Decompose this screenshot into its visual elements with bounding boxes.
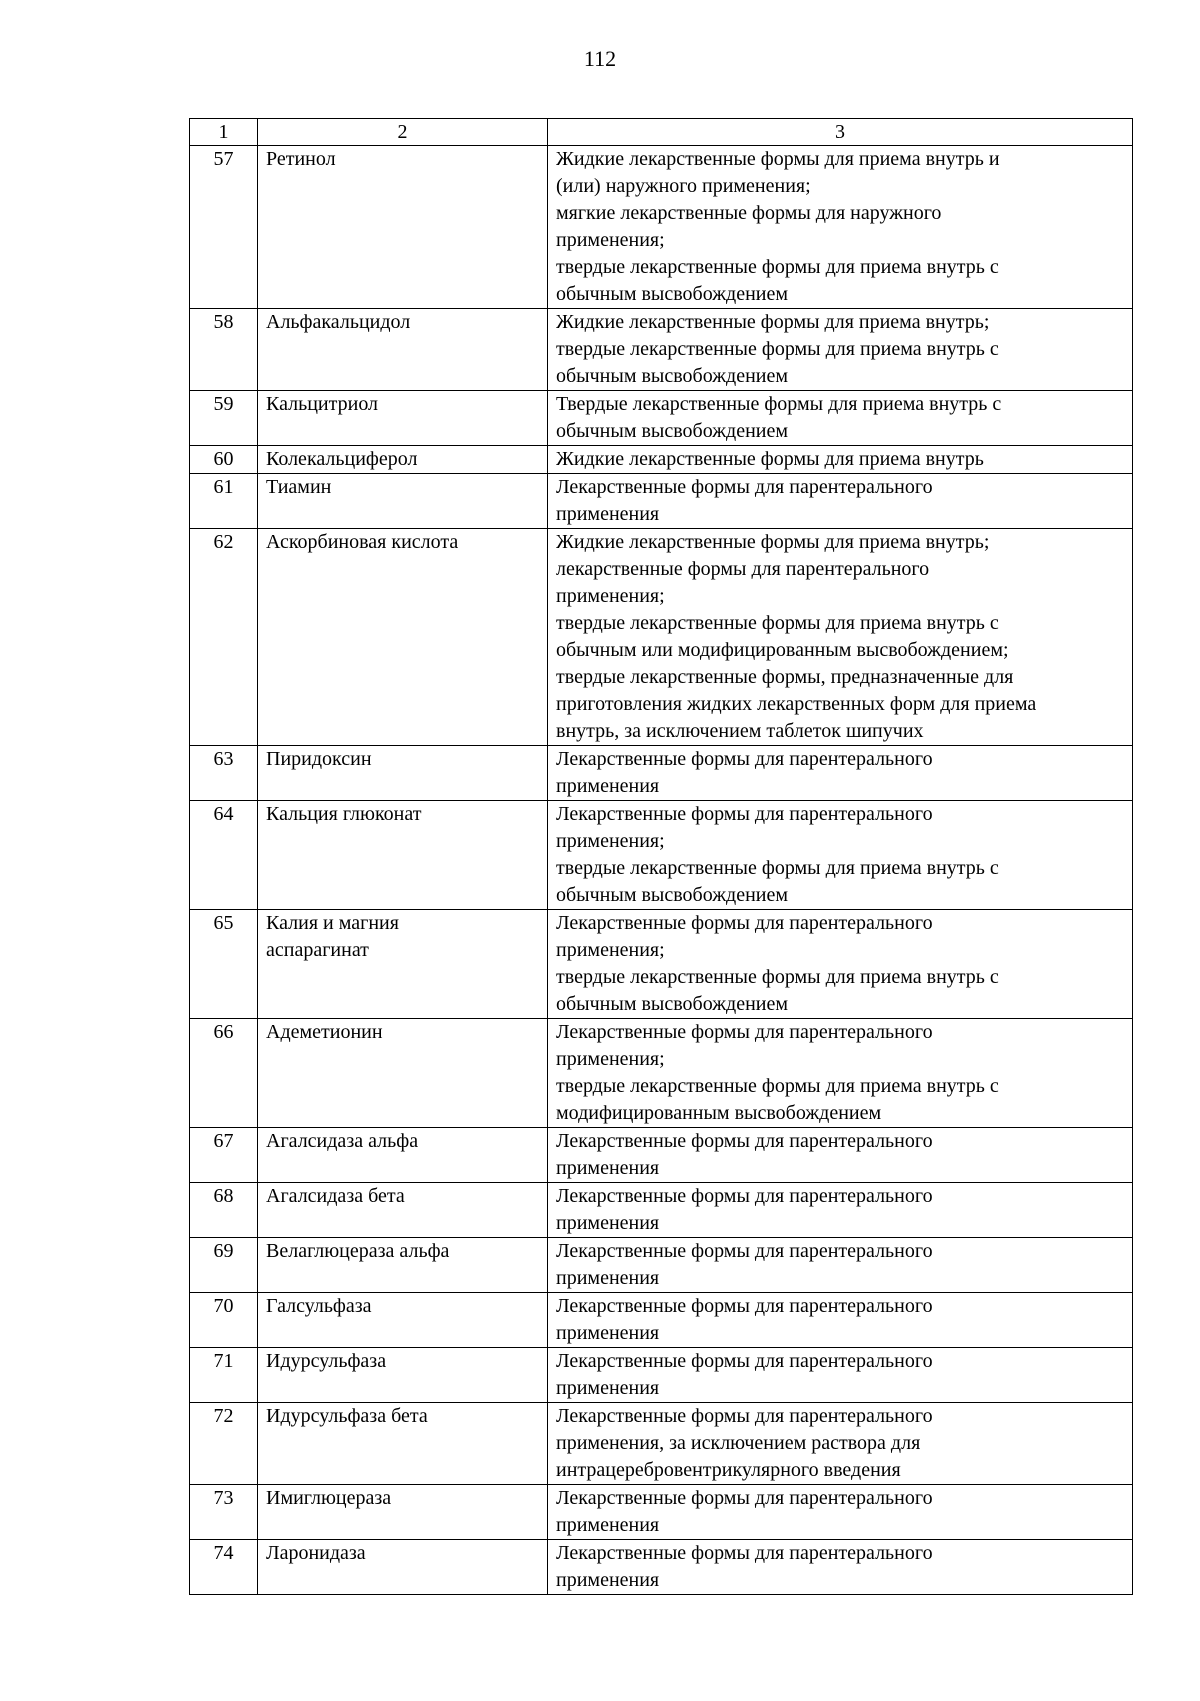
row-number-cell: 62 bbox=[190, 529, 258, 746]
dosage-forms-cell bbox=[548, 746, 1133, 801]
dosage-form-line: применения; bbox=[556, 939, 665, 961]
dosage-forms-cell bbox=[548, 1293, 1133, 1348]
dosage-form-line: Жидкие лекарственные формы для приема внутрь и bbox=[556, 148, 1000, 170]
dosage-form-line: твердые лекарственные формы для приема внутрь с bbox=[556, 338, 999, 360]
row-number-cell: 64 bbox=[190, 801, 258, 910]
dosage-form-line: Жидкие лекарственные формы для приема внутрь bbox=[556, 448, 984, 470]
table-body bbox=[190, 146, 1133, 1595]
dosage-form-line: Лекарственные формы для парентерального bbox=[556, 1542, 933, 1564]
dosage-forms-cell bbox=[548, 146, 1133, 309]
dosage-form-line: применения; bbox=[556, 1048, 665, 1070]
table-row bbox=[190, 391, 1133, 446]
drug-name-line: Ретинол bbox=[266, 148, 336, 170]
dosage-form-line: обычным высвобождением bbox=[556, 884, 789, 906]
table-row bbox=[190, 1128, 1133, 1183]
dosage-form-line: обычным высвобождением bbox=[556, 283, 789, 305]
row-number-cell: 74 bbox=[190, 1540, 258, 1595]
drug-name-cell bbox=[258, 1540, 548, 1595]
dosage-forms-cell bbox=[548, 1183, 1133, 1238]
dosage-form-line: применения bbox=[556, 1514, 660, 1536]
dosage-form-line: твердые лекарственные формы для приема внутрь с bbox=[556, 612, 999, 634]
drug-name-line: Калия и магния bbox=[266, 912, 399, 934]
row-number-cell: 66 bbox=[190, 1019, 258, 1128]
drug-name-cell bbox=[258, 910, 548, 1019]
dosage-forms-cell bbox=[548, 391, 1133, 446]
page-number: 112 bbox=[583, 46, 617, 71]
row-number-cell: 72 bbox=[190, 1403, 258, 1485]
dosage-form-line: применения; bbox=[556, 229, 665, 251]
dosage-form-line: применения bbox=[556, 1267, 660, 1289]
dosage-form-line: твердые лекарственные формы для приема внутрь с bbox=[556, 256, 999, 278]
dosage-form-line: модифицированным высвобождением bbox=[556, 1102, 882, 1124]
table-row bbox=[190, 1403, 1133, 1485]
dosage-forms-cell bbox=[548, 1128, 1133, 1183]
dosage-forms-cell bbox=[548, 1238, 1133, 1293]
table-row bbox=[190, 146, 1133, 309]
drug-name-line: Агалсидаза альфа bbox=[266, 1130, 419, 1152]
drug-name-line: Идурсульфаза бета bbox=[266, 1405, 428, 1427]
drug-name-line: Имиглюцераза bbox=[266, 1487, 392, 1509]
drug-name-line: Аскорбиновая кислота bbox=[266, 531, 459, 553]
row-number-cell: 70 bbox=[190, 1293, 258, 1348]
row-number-cell: 61 bbox=[190, 474, 258, 529]
drug-name-cell bbox=[258, 1019, 548, 1128]
table-row bbox=[190, 1540, 1133, 1595]
dosage-form-line: Жидкие лекарственные формы для приема внутрь; bbox=[556, 531, 990, 553]
dosage-form-line: Твердые лекарственные формы для приема внутрь с bbox=[556, 393, 1002, 415]
table-row bbox=[190, 1183, 1133, 1238]
dosage-form-line: твердые лекарственные формы для приема внутрь с bbox=[556, 1075, 999, 1097]
row-number-cell: 59 bbox=[190, 391, 258, 446]
table-row bbox=[190, 1019, 1133, 1128]
dosage-form-line: применения bbox=[556, 775, 660, 797]
dosage-forms-cell bbox=[548, 1485, 1133, 1540]
row-number-cell: 63 bbox=[190, 746, 258, 801]
row-number-cell: 67 bbox=[190, 1128, 258, 1183]
row-number-cell: 60 bbox=[190, 446, 258, 474]
table-row bbox=[190, 1485, 1133, 1540]
dosage-form-line: Жидкие лекарственные формы для приема внутрь; bbox=[556, 311, 990, 333]
dosage-forms-cell bbox=[548, 529, 1133, 746]
drug-name-cell bbox=[258, 446, 548, 474]
dosage-form-line: обычным высвобождением bbox=[556, 365, 789, 387]
drug-name-cell bbox=[258, 146, 548, 309]
dosage-form-line: внутрь, за исключением таблеток шипучих bbox=[556, 720, 924, 742]
drug-name-line: аспарагинат bbox=[266, 939, 369, 961]
table-row bbox=[190, 801, 1133, 910]
drug-name-cell bbox=[258, 746, 548, 801]
dosage-forms-cell bbox=[548, 1403, 1133, 1485]
dosage-form-line: применения bbox=[556, 1157, 660, 1179]
drug-name-cell bbox=[258, 474, 548, 529]
dosage-form-line: применения bbox=[556, 1322, 660, 1344]
drug-name-cell bbox=[258, 1485, 548, 1540]
dosage-form-line: обычным или модифицированным высвобождением; bbox=[556, 639, 1009, 661]
dosage-forms-cell bbox=[548, 1019, 1133, 1128]
drug-name-line: Кальцитриол bbox=[266, 393, 379, 415]
dosage-form-line: Лекарственные формы для парентерального bbox=[556, 1295, 933, 1317]
dosage-form-line: Лекарственные формы для парентерального bbox=[556, 1021, 933, 1043]
dosage-form-line: применения, за исключением раствора для bbox=[556, 1432, 921, 1454]
dosage-forms-cell bbox=[548, 446, 1133, 474]
table-row bbox=[190, 746, 1133, 801]
drug-name-cell bbox=[258, 801, 548, 910]
dosage-form-line: лекарственные формы для парентерального bbox=[556, 558, 930, 580]
row-number-cell: 69 bbox=[190, 1238, 258, 1293]
row-number-cell: 71 bbox=[190, 1348, 258, 1403]
drug-name-cell bbox=[258, 1403, 548, 1485]
dosage-form-line: применения; bbox=[556, 830, 665, 852]
table-row bbox=[190, 309, 1133, 391]
drug-name-line: Колекальциферол bbox=[266, 448, 418, 470]
drug-name-cell bbox=[258, 1293, 548, 1348]
dosage-form-line: Лекарственные формы для парентерального bbox=[556, 476, 933, 498]
drug-name-line: Тиамин bbox=[266, 476, 332, 498]
dosage-form-line: Лекарственные формы для парентерального bbox=[556, 748, 933, 770]
dosage-form-line: применения bbox=[556, 1377, 660, 1399]
table-row bbox=[190, 446, 1133, 474]
row-number-cell: 57 bbox=[190, 146, 258, 309]
drug-name-line: Агалсидаза бета bbox=[266, 1185, 405, 1207]
drug-name-cell bbox=[258, 529, 548, 746]
dosage-form-line: приготовления жидких лекарственных форм для приема bbox=[556, 693, 1037, 715]
dosage-form-line: обычным высвобождением bbox=[556, 420, 789, 442]
dosage-form-line: твердые лекарственные формы, предназначенные для bbox=[556, 666, 1014, 688]
table-row bbox=[190, 1293, 1133, 1348]
dosage-forms-cell bbox=[548, 1348, 1133, 1403]
dosage-form-line: твердые лекарственные формы для приема внутрь с bbox=[556, 857, 999, 879]
table-row bbox=[190, 1238, 1133, 1293]
dosage-forms-cell bbox=[548, 474, 1133, 529]
dosage-form-line: Лекарственные формы для парентерального bbox=[556, 912, 933, 934]
dosage-form-line: Лекарственные формы для парентерального bbox=[556, 1240, 933, 1262]
column-header-forms: 3 bbox=[548, 119, 1133, 146]
table-row bbox=[190, 529, 1133, 746]
dosage-forms-cell bbox=[548, 1540, 1133, 1595]
drug-name-cell bbox=[258, 1128, 548, 1183]
row-number-cell: 58 bbox=[190, 309, 258, 391]
dosage-form-line: применения; bbox=[556, 585, 665, 607]
table-row bbox=[190, 910, 1133, 1019]
dosage-form-line: Лекарственные формы для парентерального bbox=[556, 1487, 933, 1509]
dosage-forms-cell bbox=[548, 309, 1133, 391]
drug-table bbox=[189, 118, 1133, 1595]
drug-name-line: Адеметионин bbox=[266, 1021, 383, 1043]
dosage-form-line: Лекарственные формы для парентерального bbox=[556, 1185, 933, 1207]
drug-name-line: Альфакальцидол bbox=[266, 311, 411, 333]
dosage-form-line: (или) наружного применения; bbox=[556, 175, 811, 197]
column-header-number: 1 bbox=[190, 119, 258, 146]
dosage-form-line: применения bbox=[556, 1212, 660, 1234]
dosage-form-line: твердые лекарственные формы для приема внутрь с bbox=[556, 966, 999, 988]
drug-name-cell bbox=[258, 1183, 548, 1238]
row-number-cell: 73 bbox=[190, 1485, 258, 1540]
drug-name-cell bbox=[258, 391, 548, 446]
dosage-form-line: применения bbox=[556, 1569, 660, 1591]
drug-name-line: Кальция глюконат bbox=[266, 803, 422, 825]
table-row bbox=[190, 474, 1133, 529]
dosage-forms-cell bbox=[548, 910, 1133, 1019]
dosage-form-line: применения bbox=[556, 503, 660, 525]
row-number-cell: 65 bbox=[190, 910, 258, 1019]
dosage-form-line: Лекарственные формы для парентерального bbox=[556, 1350, 933, 1372]
drug-name-cell bbox=[258, 309, 548, 391]
dosage-form-line: Лекарственные формы для парентерального bbox=[556, 803, 933, 825]
drug-name-line: Галсульфаза bbox=[266, 1295, 372, 1317]
dosage-form-line: Лекарственные формы для парентерального bbox=[556, 1130, 933, 1152]
dosage-form-line: мягкие лекарственные формы для наружного bbox=[556, 202, 942, 224]
table-row bbox=[190, 1348, 1133, 1403]
drug-name-cell bbox=[258, 1348, 548, 1403]
dosage-form-line: обычным высвобождением bbox=[556, 993, 789, 1015]
column-header-name: 2 bbox=[258, 119, 548, 146]
drug-name-line: Велаглюцераза альфа bbox=[266, 1240, 450, 1262]
drug-name-line: Пиридоксин bbox=[266, 748, 372, 770]
drug-name-cell bbox=[258, 1238, 548, 1293]
table-header-row bbox=[190, 119, 1133, 146]
dosage-form-line: Лекарственные формы для парентерального bbox=[556, 1405, 933, 1427]
dosage-form-line: интрацеребровентрикулярного введения bbox=[556, 1459, 901, 1481]
drug-name-line: Идурсульфаза bbox=[266, 1350, 387, 1372]
drug-name-line: Ларонидаза bbox=[266, 1542, 366, 1564]
row-number-cell: 68 bbox=[190, 1183, 258, 1238]
dosage-forms-cell bbox=[548, 801, 1133, 910]
